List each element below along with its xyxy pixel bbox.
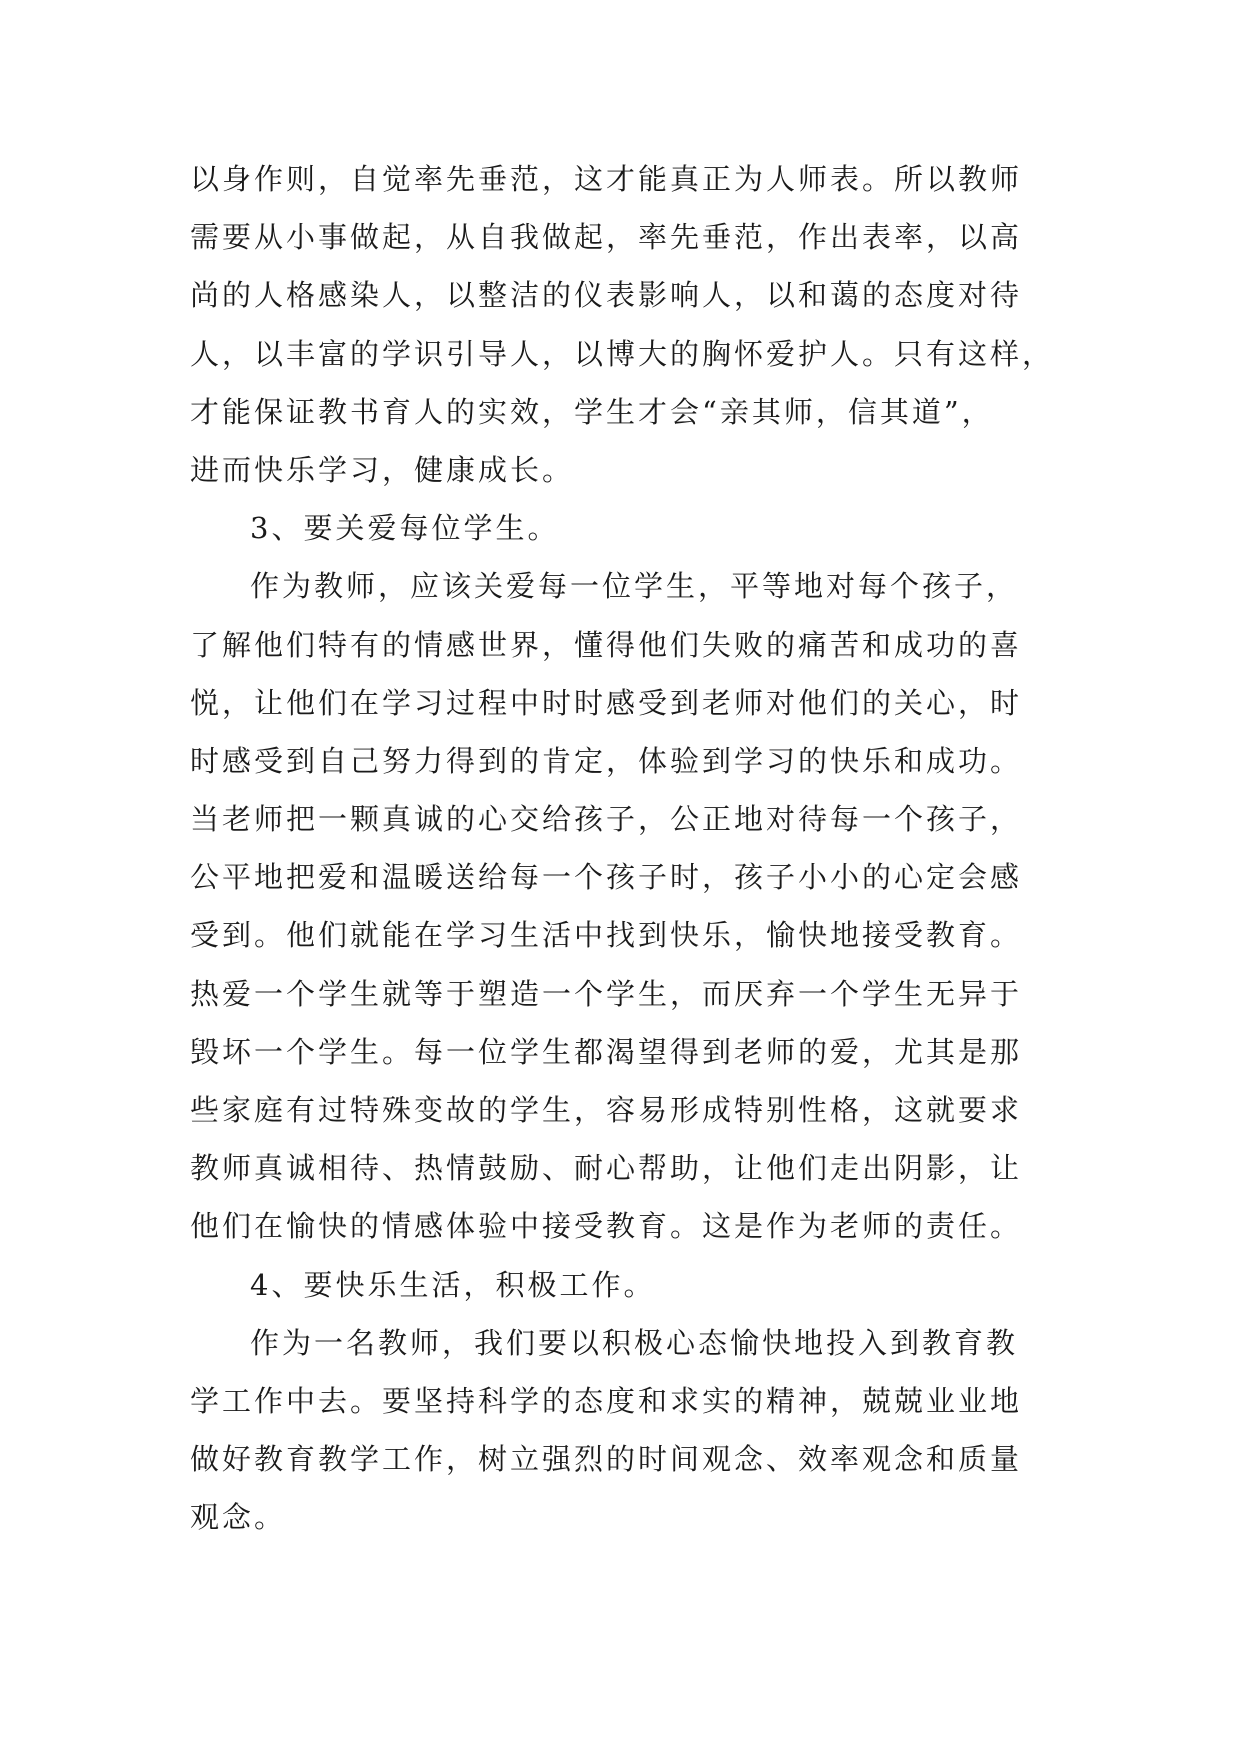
- document-body: [190, 150, 1070, 1547]
- text-line: 尚的人格感染人，以整洁的仪表影响人，以和蔼的态度对待: [190, 278, 1023, 313]
- text-line: 人，以丰富的学识引导人，以博大的胸怀爱护人。只有这样，: [190, 336, 1055, 371]
- text-line: 时感受到自己努力得到的肯定，体验到学习的快乐和成功。: [190, 743, 1023, 778]
- text-line: 才能保证教书育人的实效，学生才会“亲其师，信其道”，: [190, 394, 994, 429]
- text-line: 作为一名教师，我们要以积极心态愉快地投入到教育教: [250, 1325, 1019, 1360]
- text-line: 受到。他们就能在学习生活中找到快乐，愉快地接受教育。: [190, 918, 1023, 953]
- text-line: 观念。: [190, 1500, 287, 1535]
- text-line: 作为教师，应该关爱每一位学生，平等地对每个孩子，: [250, 569, 1019, 604]
- text-line: 些家庭有过特殊变故的学生，容易形成特别性格，这就要求: [190, 1093, 1023, 1127]
- section-heading: 4、要快乐生活，积极工作。: [250, 1267, 656, 1302]
- text-line: 进而快乐学习，健康成长。: [190, 452, 575, 487]
- text-line: 悦，让他们在学习过程中时时感受到老师对他们的关心，时: [190, 685, 1023, 720]
- text-line: 以身作则，自觉率先垂范，这才能真正为人师表。所以教师: [190, 162, 1023, 196]
- text-line: 毁坏一个学生。每一位学生都渴望得到老师的爱，尤其是那: [190, 1034, 1023, 1069]
- text-line: 教师真诚相待、热情鼓励、耐心帮助，让他们走出阴影，让: [190, 1151, 1023, 1186]
- text-line: 学工作中去。要坚持科学的态度和求实的精神，兢兢业业地: [190, 1383, 1023, 1418]
- section-heading: 3、要关爱每位学生。: [250, 511, 560, 546]
- text-line: 公平地把爱和温暖送给每一个孩子时，孩子小小的心定会感: [190, 860, 1023, 895]
- text-line: 他们在愉快的情感体验中接受教育。这是作为老师的责任。: [190, 1209, 1023, 1244]
- text-line: 需要从小事做起，从自我做起，率先垂范，作出表率，以高: [190, 220, 1023, 255]
- text-line: 热爱一个学生就等于塑造一个学生，而厌弃一个学生无异于: [190, 976, 1023, 1011]
- text-line: 了解他们特有的情感世界，懂得他们失败的痛苦和成功的喜: [190, 627, 1023, 662]
- text-line: 当老师把一颗真诚的心交给孩子，公正地对待每一个孩子，: [190, 802, 1023, 837]
- text-line: 做好教育教学工作，树立强烈的时间观念、效率观念和质量: [190, 1442, 1023, 1477]
